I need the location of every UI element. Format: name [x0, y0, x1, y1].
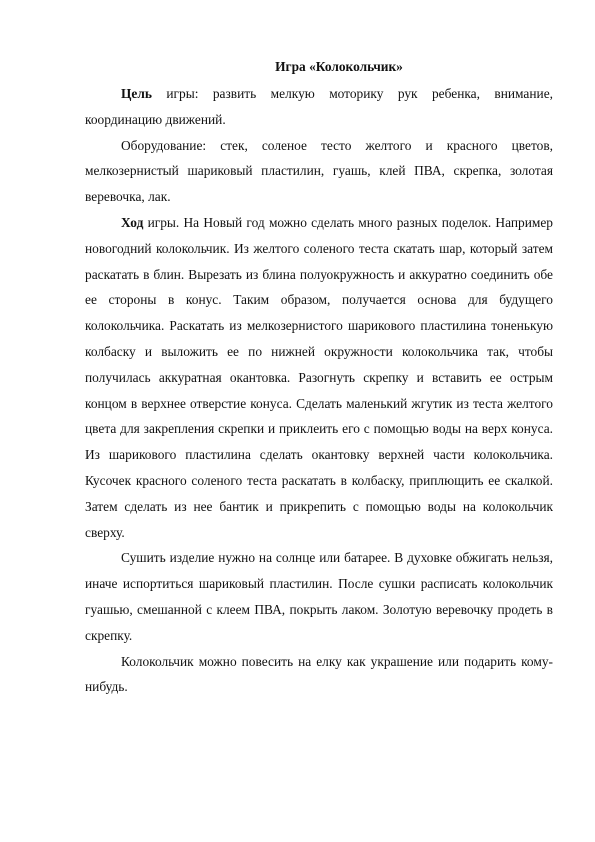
drying-paragraph: Сушить изделие нужно на солнце или батарее. В духовке обжигать нельзя, иначе испортиться шариковый пластилин. После сушки расписать колокольчик гуашью, смешанной с клеем ПВА, покрыть лаком. Золотую веревочку продеть в скрепку. — [85, 550, 553, 643]
document-page — [85, 56, 553, 700]
process-lead: Ход — [121, 214, 144, 230]
goal-paragraph — [85, 81, 553, 133]
goal-text: игры: развить мелкую моторику рук ребенка, внимание, координацию движений. — [85, 86, 553, 127]
process-text: игры. На Новый год можно сделать много разных поделок. Например новогодний колокольчик. Из желтого соленого теста скатать шар, который затем раскатать в блин. Вырезать из блина полуокружность и аккуратно соединить обе ее стороны в конус. Таким образом, получается основа для будущего колокольчика. Раскатать из мелкозернистого шарикового пластилина тоненькую колбаску и выложить ее по нижней окружности колокольчика так, чтобы получилась аккуратная окантовка. Разогнуть скрепку и вставить ее острым концом в верхнее отверстие конуса. Сделать маленький жгутик из теста желтого цвета для закрепления скрепки и приклеить его с помощью воды на верх конуса. Из шарикового пластилина сделать окантовку верхней части колокольчика. Кусочек красного соленого теста раскатать в колбаску, приплющить ее скалкой. Затем сделать из нее бантик и прикрепить с помощью воды на колокольчик сверху. — [85, 214, 553, 540]
document-title: Игра «Колокольчик» — [275, 59, 403, 74]
equipment-paragraph: Оборудование: стек, соленое тесто желтого и красного цветов, мелкозернистый шариковый пластилин, гуашь, клей ПВА, скрепка, золотая веревочка, лак. — [85, 137, 553, 205]
ending-paragraph: Колокольчик можно повесить на елку как украшение или подарить кому-нибудь. — [85, 653, 553, 695]
goal-lead: Цель — [121, 86, 152, 101]
process-paragraph — [85, 210, 553, 545]
